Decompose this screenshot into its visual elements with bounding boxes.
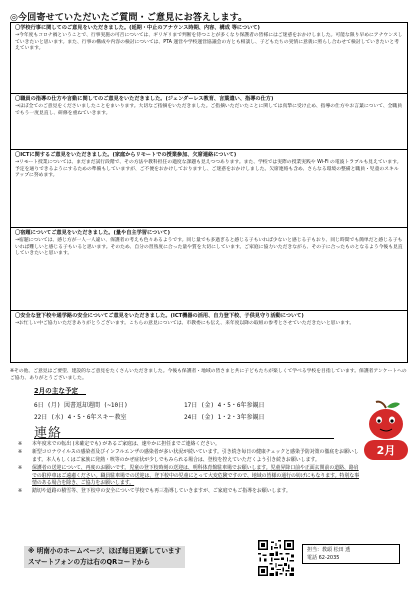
homepage-notice-line: ※ 明南小のホームページ、ほぼ毎日更新しています — [28, 547, 182, 555]
schedule-entry: 17日 (金) 4・5・6年参観日 — [184, 402, 265, 409]
qa-item — [11, 150, 407, 228]
notice-mark: ※ — [18, 449, 23, 456]
qa-answer: →リモート授業については、まだまだ試行段階で、その方法や教科担任の適度な課題も見えつつあります。また、学校では実際の授業実践や Wi-Fi の電波トラブルも見えています。予定を通りできるようにするための準備もしていますが、ご不便をおかけしておりますし、ご迷惑をおかけしました。欠席連絡も含め、さらなる環境の整備と職員・児童のスキルアップに努めます。 — [15, 160, 402, 179]
qa-question: 〇職員の指導の仕方や言動に関してのご意見をいただきました。(ジェンダーレス教育、言葉遣い、指導の仕方) — [15, 96, 274, 102]
schedule-entry: 6日 (月) 図書返却週間 (~10日) — [34, 402, 128, 409]
schedule-title-underline — [34, 394, 86, 395]
qa-answer: →お忙しい中ご協力いただきありがとうございます。こちらの意見については、市教委にも伝え、来年度以降の取組の参考とさせていただきたいと思います。 — [15, 321, 355, 326]
closing-note: ※その他、ご意見はご要望、建設的なご意見をたくさんいただきました。今後も保護者・地域の皆さまと共に子どもたちが楽しくて学べる学校を目指しています。保護者アンケートへのご協力、ありがとうございました。 — [10, 369, 407, 381]
contact-phone: 電話 62-2035 — [307, 555, 340, 561]
notice-list — [18, 441, 360, 497]
notice-mark: ※ — [18, 465, 23, 472]
notice-text: 保護者の送迎について、再度のお願いです。児童の登下校時刻の送迎は、明科体育館駐車場でお願いします。児童昇降口前や正面玄関前の道路、路肩での駐停車はご遠慮ください。職員駐車場での送迎は、登下校中の児童にとって大変危険ですので、地域の皆様の通行の妨げにもなります。特別な事情のある場合を除き、ご協力をお願いします。 — [32, 465, 360, 487]
qa-question: 〇安全な登下校や通学路の安全についてご意見をいただきました。(ICT機器の活用、自力登下校、子供見守り活動について) — [15, 313, 304, 319]
contact-box — [302, 544, 400, 564]
qa-question: 〇学校行事に関してのご意見をいただきました。(延期・中止のアナウンス時期、内容、構成 等について) — [15, 25, 260, 31]
contact-person: 担当：教頭 松田 透 — [307, 547, 351, 553]
month-badge-label: 2月 — [376, 444, 396, 457]
qa-item — [11, 228, 407, 311]
schedule-entry: 24日 (金) 1・2・3年参観日 — [184, 414, 265, 421]
qa-question: 〇ICTに関するご意見をいただきました。(家庭からリモートでの授業参加、欠席連絡について) — [15, 152, 237, 158]
qa-question: 〇宿題についてご意見をいただきました。(量や自主学習について) — [15, 230, 170, 236]
qa-answer: →今年度もコロナ禍ということで、行事実施の可否については、ギリギリまで判断を待つことが多くなり保護者の皆様にはご迷惑をおかけしました。可能な限り早めにアナウンスしていきたいと思います。また、行事の構成や内容の検討については、PTA 運営や学校運営協議会の方とも相談し、子どもたちの実情に意義に照らし合わせて検討していきたいと考えています。 — [15, 33, 403, 52]
notice-item — [18, 441, 360, 448]
notice-text: 踏切や道路の積雪等、登下校中の安全について学校でも再三指導していきますが、ご家庭でもご指導をお願いします。 — [32, 488, 291, 495]
schedule-entry: 22日 (水) 4・5・6年スキー教室 — [34, 414, 127, 421]
notice-text: 新型コロナウイルスの感染者及びインフルエンザの感染者が多い状況が続いています。引き続き毎日の健康チェックと感染予防対策の徹底をお願いします。本人もしくはご家族に発熱・咳等のかぜ症状が少しでもみられる場合は、登校を控えていただくよう引き続きお願いします。 — [32, 449, 359, 463]
notice-mark: ※ — [18, 488, 23, 495]
page-heading: ◎今回寄せていただいたご質問・ご意見にお答えします。 — [10, 13, 248, 23]
notice-mark: ※ — [18, 441, 23, 447]
qa-item — [11, 94, 407, 150]
homepage-notice — [24, 546, 185, 568]
schedule-title: 2月の主な予定 — [34, 387, 79, 395]
notice-item — [18, 449, 360, 464]
qa-item — [11, 311, 407, 362]
qa-answer: →宿題については、感じ方が一人一人違い、保護者の考えも色々あるようです。同じ量でも多過ぎると感じる子もいれば少ないと感じる子もおり、同じ時間でも簡単だと感じる子もいれば難しいと感じる子もいると思います。そのため、自分の習熟度に合った量や質を大切にしています。ご家庭に協力いただきながら、その子に合ったものとなるよう今後も見直していきたいと思います。 — [15, 238, 403, 257]
qa-answer: →ほぼ全てのご意見をくださいましたことをまいります。大切なご指摘をいただきました。ご指摘いただいたことに関しては真摯に受け止め、指導の仕方やお言葉について、全職員でもう一度見直し、研修を重ねていきます。 — [15, 104, 403, 116]
notice-item — [18, 488, 360, 495]
renraku-title: 連絡 — [34, 426, 63, 441]
notice-item — [18, 465, 360, 487]
qr-code-icon[interactable] — [258, 540, 294, 576]
homepage-notice-line: スマートフォンの方は右のQRコードから — [28, 558, 151, 566]
qa-box — [10, 22, 408, 363]
qa-item — [11, 23, 407, 94]
notice-text: 本年度末での転出 (未確定でも) があるご家庭は、速やかに担任までご連絡ください。 — [32, 441, 220, 447]
renraku-underline — [34, 438, 334, 439]
